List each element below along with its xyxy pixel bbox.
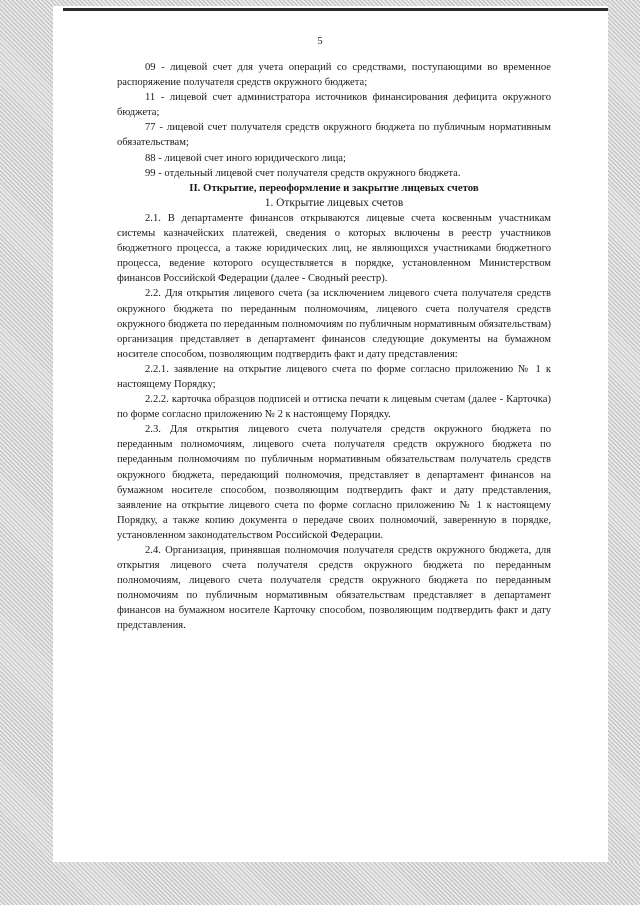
scan-border-right: [608, 0, 640, 905]
paragraph-2-2-2: 2.2.2. карточка образцов подписей и оттиска печати к лицевым счетам (далее - Карточка) по форме согласно приложению № 2 к настоящему Порядку.: [117, 394, 551, 421]
scan-border-bottom: [0, 862, 640, 905]
page-top-rule: [63, 8, 608, 11]
page-number: 5: [317, 36, 323, 47]
subsection-title: 1. Открытие лицевых счетов: [264, 196, 404, 209]
list-item-99: 99 - отдельный лицевой счет получателя средств окружного бюджета.: [145, 167, 461, 179]
list-item-11: 11 - лицевой счет администратора источников финансирования дефицита окружного бюджета;: [117, 92, 551, 119]
list-item-77: 77 - лицевой счет получателя средств окружного бюджета по публичным нормативным обязательствам;: [117, 122, 551, 149]
list-item-88: 88 - лицевой счет иного юридического лица;: [145, 152, 346, 164]
paragraph-2-2: 2.2. Для открытия лицевого счета (за исключением лицевого счета получателя средств окружного бюджета по переданным полномочиям, лицевого счета получателя средств окружного бюджета по переданным полномочиям по публичным нормативным обязательствам) организация представляет в департамент финансов следующие документы на бумажном носителе способом, позволяющим подтвердить факт и дату представления:: [117, 288, 551, 360]
section-title: II. Открытие, переоформление и закрытие лицевых счетов: [189, 181, 479, 194]
document-body: [117, 60, 551, 634]
paragraph-2-2-1: 2.2.1. заявление на открытие лицевого счета по форме согласно приложению № 1 к настоящему Порядку;: [117, 363, 551, 390]
paragraph-2-3: 2.3. Для открытия лицевого счета получателя средств окружного бюджета по переданным полномочиям, лицевого счета получателя средств окружного бюджета по переданным полномочиям по публичным нормативным обязательствам получатель средств окружного бюджета, передающий полномочия, представляет в департамент финансов на бумажном носителе способом, позволяющим подтвердить факт и дату представления, заявление на открытие лицевого счета по форме согласно приложению № 1 к настоящему Порядку, а также копию документа о передаче своих полномочий, заверенную в порядке, установленном законодательством Российской Федерации.: [117, 424, 551, 541]
list-item-09: 09 - лицевой счет для учета операций со средствами, поступающими во временное распоряжение получателя средств окружного бюджета;: [117, 62, 551, 89]
scan-border-left: [0, 0, 53, 905]
paragraph-2-4: 2.4. Организация, принявшая полномочия получателя средств окружного бюджета, для открытия лицевого счета получателя средств окружного бюджета по переданным полномочиям, лицевого счета получателя средств окружного бюджета по переданным полномочиям по публичным нормативным обязательствам представляет в департамент финансов на бумажном носителе Карточку способом, позволяющим подтвердить факт и дату представления.: [117, 545, 551, 632]
paragraph-2-1: 2.1. В департаменте финансов открываются лицевые счета косвенным участникам системы казначейских платежей, сведения о которых включены в реестр участников бюджетного процесса, а также юридических лиц, не являющихся участниками бюджетного процесса, ведение которого осуществляется в порядке, установленном Министерством финансов Российской Федерации (далее - Сводный реестр).: [117, 212, 551, 285]
